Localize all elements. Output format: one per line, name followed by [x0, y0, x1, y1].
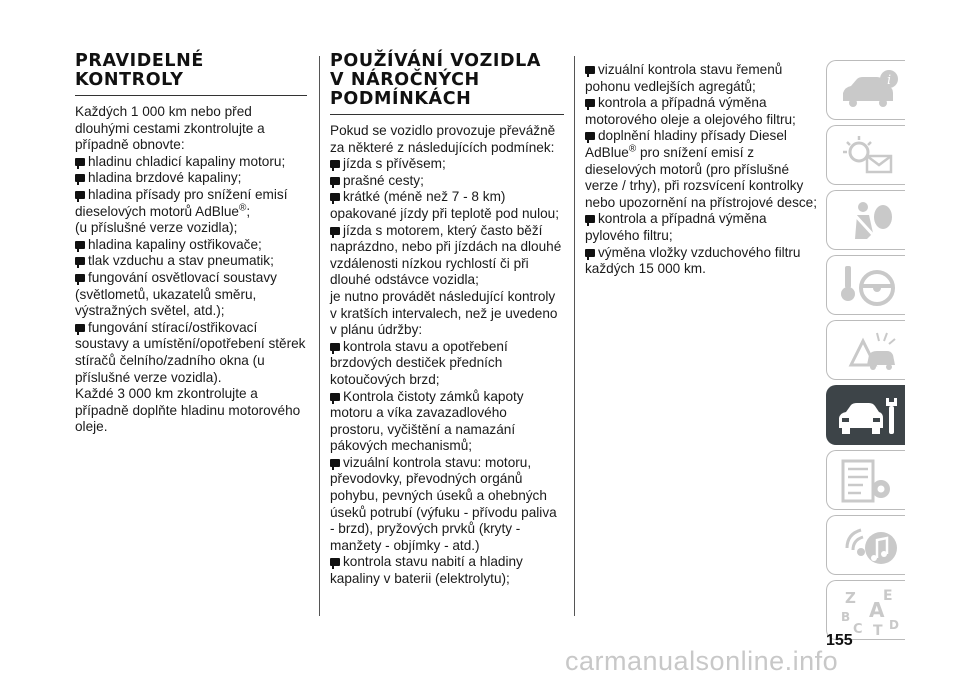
section-heading-regular-checks	[75, 52, 307, 96]
list-item-text: jízda s motorem, který často běží naprázdno, nebo při jízdách na dlouhé vzdálenosti nízkou rychlostí či při dlouhé odstávce vozidla;	[330, 222, 562, 288]
list-item	[585, 245, 821, 278]
adblue-note: (u příslušné verze vozidla);	[75, 220, 238, 236]
bullet-icon	[75, 257, 85, 265]
multimedia-music-icon	[837, 522, 899, 570]
section-heading-severe-conditions	[330, 52, 564, 115]
middle-text: je nutno provádět následující kontroly v kratších intervalech, než je uvedeno v plánu údržby:	[330, 288, 558, 338]
bullet-icon	[585, 66, 595, 74]
tab-dashboard-warnings[interactable]	[826, 125, 905, 185]
warning-light-envelope-icon	[837, 132, 899, 180]
bullet-icon	[330, 558, 340, 566]
intro-text: Každých 1 000 km nebo před dlouhými cestami zkontrolujte a případně obnovte:	[75, 104, 265, 153]
bullet-icon	[75, 241, 85, 249]
bullet-icon	[330, 393, 340, 401]
bullet-icon	[585, 132, 595, 140]
tab-index[interactable]	[826, 580, 905, 640]
list-item-text: jízda s přívěsem;	[343, 156, 446, 172]
heading-line: PODMÍNKÁCH	[330, 89, 472, 109]
index-letter: D	[889, 618, 899, 632]
list-item-continuation: pro snížení emisí z dieselových motorů (pro příslušné verze / trhy), při rozsvícení kontrolky nebo upozornění na přístrojové desce;	[585, 144, 818, 210]
list-item-text: vizuální kontrola stavu: motoru, převodovky, převodných orgánů pohybu, pevných úseků a ohebných úseků potrubí (výfuku - přívodu paliva - brzd), pryžových prvků (kryty - manžety - objímky - atd.)	[330, 454, 557, 553]
list-item-text: hladina kapaliny ostřikovače;	[88, 236, 262, 252]
bullet-icon	[330, 160, 340, 168]
list-item	[75, 154, 307, 171]
column-divider	[574, 56, 575, 616]
list-item-text: fungování stírací/ostřikovací soustavy a umístění/opotřebení stěrek stíračů čelního/zadního okna (u příslušné verze vozidla).	[75, 319, 306, 385]
heading-line: KONTROLY	[75, 70, 184, 90]
list-item	[330, 156, 564, 173]
list-item	[330, 339, 564, 389]
bullet-icon	[75, 158, 85, 166]
index-letter: C	[853, 622, 863, 635]
tab-maintenance[interactable]	[826, 385, 905, 445]
tab-multimedia[interactable]	[826, 515, 905, 575]
list-item-text: doplnění hladiny přísady Diesel AdBlue	[585, 128, 787, 160]
list-item	[585, 95, 821, 128]
index-letter: E	[883, 588, 893, 604]
list-item-text: krátké (méně než 7 - 8 km) opakované jízdy při teplotě pod nulou;	[330, 189, 559, 221]
car-wrench-icon	[837, 392, 899, 440]
bullet-icon	[75, 274, 85, 282]
list-item	[75, 320, 307, 386]
index-letter: Z	[845, 589, 856, 607]
bullet-icon	[330, 459, 340, 467]
list-item-text: kontrola stavu nabití a hladiny kapaliny v baterii (elektrolytu);	[330, 554, 523, 587]
intro-text: Pokud se vozidlo provozuje převážně za některé z následujících podmínek:	[330, 123, 556, 155]
bullet-icon	[585, 99, 595, 107]
key-steering-wheel-icon	[837, 262, 899, 310]
list-item-text: fungování osvětlovací soustavy (světlometů, ukazatelů směru, výstražných světel, atd.);	[75, 269, 277, 319]
bullet-icon	[585, 249, 595, 257]
outro-text: Každé 3 000 km zkontrolujte a případně doplňte hladinu motorového oleje.	[75, 386, 301, 435]
index-letter: B	[841, 610, 851, 624]
bullet-icon	[330, 177, 340, 185]
list-item	[330, 554, 564, 587]
alphabetical-index-icon	[837, 587, 899, 635]
list-item-text: vizuální kontrola stavu řemenů pohonu vedlejších agregátů;	[585, 62, 783, 94]
bullet-icon	[330, 343, 340, 351]
heading-line: POUŽÍVÁNÍ VOZIDLA	[330, 51, 541, 71]
bullet-icon	[75, 191, 85, 199]
column-regular-checks	[75, 52, 307, 436]
continued-body	[585, 62, 821, 278]
list-item	[75, 237, 307, 254]
list-item	[330, 173, 564, 190]
list-item	[75, 270, 307, 320]
index-letter: T	[873, 623, 883, 635]
list-item-text: tlak vzduchu a stav pneumatik;	[88, 253, 274, 269]
tab-vehicle-info[interactable]	[826, 60, 905, 120]
accident-warning-icon	[837, 327, 899, 375]
list-item-text: kontrola a případná výměna motorového oleje a olejového filtru;	[585, 95, 796, 127]
list-item-suffix: ;	[246, 203, 251, 219]
registered-mark: ®	[628, 143, 637, 155]
list-item	[585, 128, 821, 211]
registered-mark: ®	[238, 202, 247, 214]
list-item	[75, 253, 307, 270]
list-item	[585, 62, 821, 95]
list-item-text: Kontrola čistoty zámků kapoty motoru a víka zavazadlového prostoru, vyčištění a namazání pákových mechanismů;	[330, 388, 524, 454]
tab-emergency[interactable]	[826, 320, 905, 380]
tab-starting-driving[interactable]	[826, 255, 905, 315]
list-item	[75, 187, 307, 220]
list-item	[330, 455, 564, 555]
severe-conditions-body	[330, 123, 564, 588]
list-item-text: výměna vložky vzduchového filtru každých 15 000 km.	[585, 244, 801, 277]
list-item	[75, 170, 307, 187]
bullet-icon	[75, 324, 85, 332]
column-divider	[319, 56, 320, 616]
bullet-icon	[330, 227, 340, 235]
page-number: 155	[826, 632, 853, 649]
list-item-text: prašné cesty;	[343, 172, 424, 188]
heading-line: PRAVIDELNÉ	[75, 51, 204, 71]
airbag-seatbelt-icon	[837, 197, 899, 245]
tab-safety[interactable]	[826, 190, 905, 250]
list-item-text: hladina brzdové kapaliny;	[88, 170, 242, 186]
specs-gear-icon	[837, 457, 899, 505]
list-item-text: hladinu chladicí kapaliny motoru;	[88, 153, 286, 169]
regular-checks-body	[75, 104, 307, 436]
car-info-icon	[837, 67, 899, 115]
list-item-text: kontrola stavu a opotřebení brzdových destiček předních kotoučových brzd;	[330, 338, 508, 387]
tab-technical-specs[interactable]	[826, 450, 905, 510]
index-letter: A	[869, 598, 885, 622]
bullet-icon	[75, 174, 85, 182]
list-item-text: hladina přísady pro snížení emisí dieselových motorů AdBlue	[75, 186, 288, 219]
bullet-icon	[330, 193, 340, 201]
svg-text:i: i	[887, 73, 892, 88]
chapter-tabs	[826, 60, 906, 645]
watermark: carmanualsonline.info	[565, 646, 839, 676]
heading-line: V NÁROČNÝCH	[330, 70, 480, 90]
column-severe-conditions	[330, 52, 564, 588]
column-continued	[585, 62, 821, 278]
list-item	[330, 223, 564, 289]
list-item	[330, 189, 564, 222]
list-item	[585, 211, 821, 244]
bullet-icon	[585, 215, 595, 223]
list-item-text: kontrola a případná výměna pylového filtru;	[585, 211, 767, 243]
list-item	[330, 389, 564, 455]
